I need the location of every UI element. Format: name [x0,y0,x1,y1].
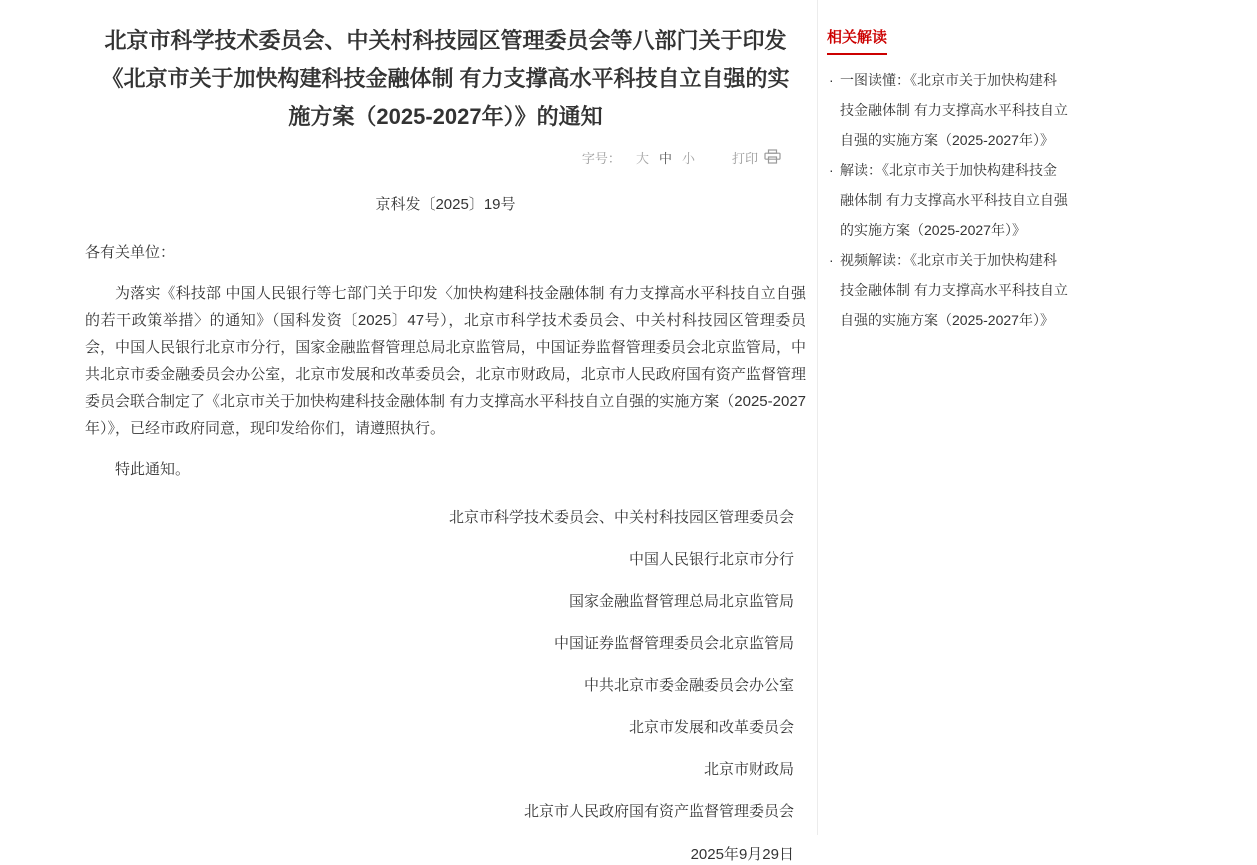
signature-block [85,507,806,822]
bullet-icon: · [829,162,834,178]
font-size-small-button[interactable]: 小 [681,151,695,166]
related-reading-link[interactable]: 一图读懂：《北京市关于加快构建科技金融体制 有力支撑高水平科技自立自强的实施方案（2025-2027年）》 [840,72,1068,148]
doc-number: 京科发〔2025〕19号 [375,196,516,213]
signature-line: 中国人民银行北京市分行 [628,551,794,568]
closing-line: 特此通知。 [115,461,191,478]
related-reading-link[interactable]: 视频解读：《北京市关于加快构建科技金融体制 有力支撑高水平科技自立自强的实施方案（2025-2027年）》 [840,252,1068,328]
notice-article [85,0,806,863]
font-size-large-button[interactable]: 大 [635,151,649,166]
related-reading-item[interactable] [827,65,1069,155]
signature-line: 中共北京市委金融委员会办公室 [583,677,794,694]
salutation: 各有关单位： [85,244,176,261]
font-size-label: 字号： [581,151,621,166]
related-readings-title: 相关解读 [827,26,887,55]
related-reading-item[interactable] [827,155,1069,245]
printer-icon [764,149,781,167]
signature-line: 北京市科学技术委员会、中关村科技园区管理委员会 [448,509,794,526]
signature-line: 北京市人民政府国有资产监督管理委员会 [523,803,794,820]
article-toolbar [85,148,806,167]
bullet-icon: · [829,252,834,268]
issue-date: 2025年9月29日 [690,846,794,863]
related-readings-panel [817,0,1079,835]
signature-line: 国家金融监督管理总局北京监管局 [568,593,794,610]
related-readings-header [827,26,1069,55]
page-title: 北京市科学技术委员会、中关村科技园区管理委员会等八部门关于印发《北京市关于加快构建科技金融体制 有力支撑高水平科技自立自强的实施方案（2025-2027年）》的通知 [101,28,790,129]
related-reading-item[interactable] [827,245,1069,335]
body-paragraph: 为落实《科技部 中国人民银行等七部门关于印发〈加快构建科技金融体制 有力支撑高水平科技自立自强的若干政策举措〉的通知》（国科发资〔2025〕47号），北京市科学技术委员会、中关村科技园区管理委员会，中国人民银行北京市分行，国家金融监督管理总局北京监管局，中国证券监督管理委员会北京监管局，中共北京市委金融委员会办公室，北京市发展和改革委员会，北京市财政局，北京市人民政府国有资产监督管理委员会联合制定了《北京市关于加快构建科技金融体制 有力支撑高水平科技自立自强的实施方案（2025-2027年）》，已经市政府同意，现印发给你们，请遵照执行。 [85,285,806,437]
related-readings-list [827,65,1069,335]
bullet-icon: · [829,72,834,88]
signature-line: 中国证券监督管理委员会北京监管局 [553,635,794,652]
font-size-medium-button[interactable]: 中 [658,151,672,166]
signature-line: 北京市发展和改革委员会 [628,719,794,736]
print-label: 打印 [731,151,758,166]
signature-line: 北京市财政局 [703,761,794,778]
related-reading-link[interactable]: 解读：《北京市关于加快构建科技金融体制 有力支撑高水平科技自立自强的实施方案（2025-2027年）》 [840,162,1068,238]
print-button[interactable] [732,148,781,167]
